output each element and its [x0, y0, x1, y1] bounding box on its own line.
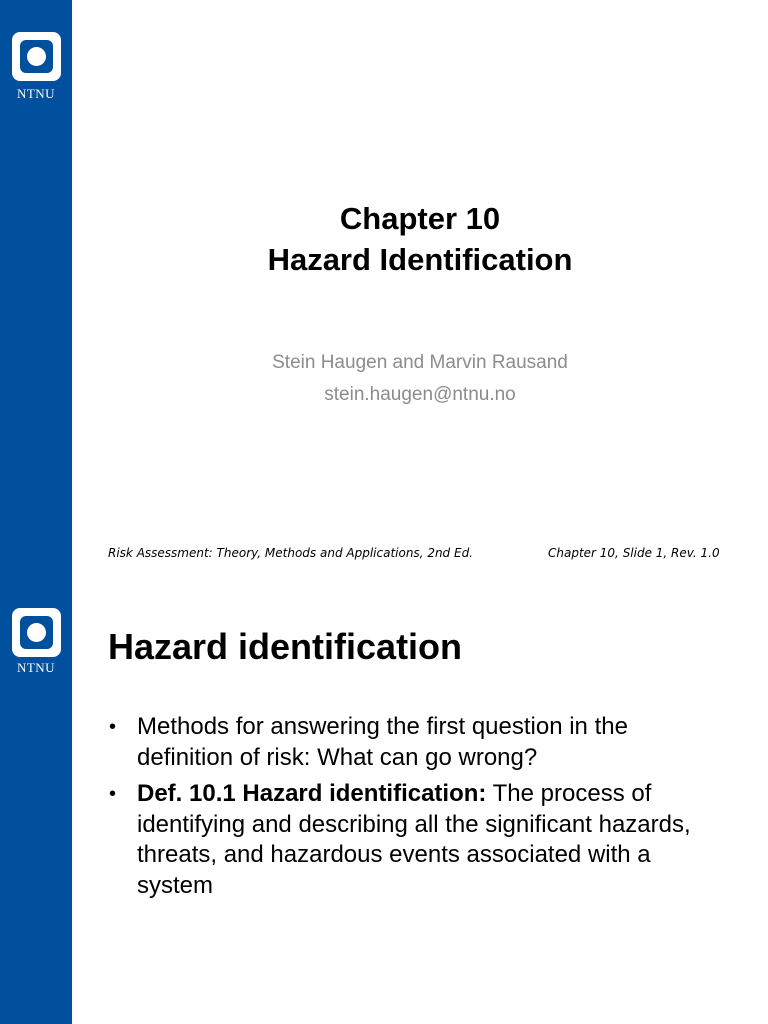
bullet-text: The process of identifying and describing all the significant hazards, threats, and hazardous events associated with a system [137, 780, 691, 899]
bullet-bold-text: Def. 10.1 Hazard identification: [137, 780, 487, 807]
bullet-item [108, 712, 698, 773]
slide-title: Hazard identification [108, 626, 463, 667]
logo-label: NTNU [16, 660, 56, 675]
author-email: stein.haugen@ntnu.no [324, 384, 516, 405]
bullet-icon: • [109, 716, 117, 738]
content-slide [0, 578, 768, 1024]
sidebar [0, 578, 72, 1024]
bullet-icon: • [109, 783, 117, 805]
bullet-text: Methods for answering the first question in the definition of risk: What can go wrong? [137, 713, 628, 771]
title-line-2: Hazard Identification [267, 242, 573, 277]
footer-slide-info: Chapter 10, Slide 1, Rev. 1.0 [548, 546, 720, 560]
author-block [72, 347, 768, 411]
footer-book-title: Risk Assessment: Theory, Methods and Applications, 2nd Ed. [108, 546, 473, 560]
bullet-item [108, 779, 698, 901]
slide-title [72, 198, 768, 280]
bullet-list [108, 712, 698, 907]
logo-label: NTNU [16, 86, 56, 101]
authors: Stein Haugen and Marvin Rausand [272, 352, 568, 373]
ntnu-logo-icon [12, 608, 61, 657]
sidebar [0, 0, 72, 578]
title-line-1: Chapter 10 [339, 201, 501, 236]
ntnu-logo-icon [12, 32, 61, 81]
